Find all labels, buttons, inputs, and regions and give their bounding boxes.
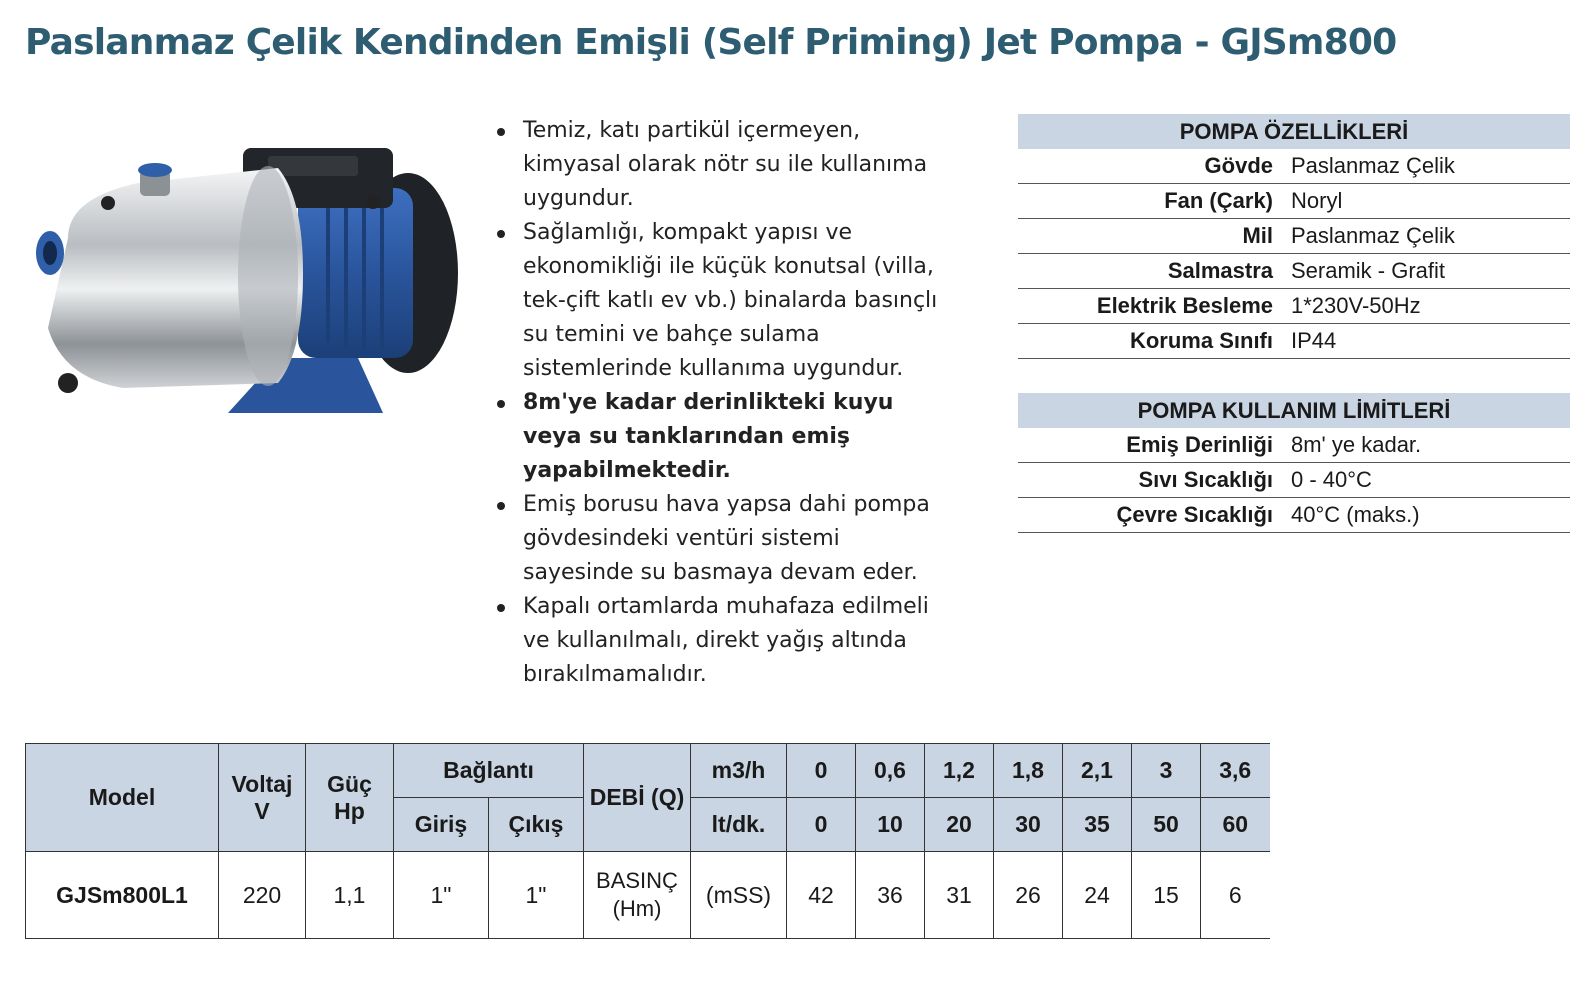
usage-limits-table [1018, 393, 1570, 533]
voltage-header: Voltaj V [219, 744, 306, 852]
spec-label: Koruma Sınıfı [1018, 324, 1289, 359]
limit-value: 40°C (maks.) [1289, 498, 1570, 533]
flow-ltdk-cell: 50 [1132, 798, 1201, 852]
spec-label: Mil [1018, 219, 1289, 254]
head-cell: 36 [856, 852, 925, 939]
spec-row [1018, 324, 1570, 359]
limit-row [1018, 498, 1570, 533]
feature-item: 8m'ye kadar derinlikteki kuyu veya su tanklarından emiş yapabilmektedir. [497, 386, 957, 488]
spec-label: Fan (Çark) [1018, 184, 1289, 219]
pressure-label-cell: BASINÇ (Hm) [584, 852, 691, 939]
flow-m3h-cell: 2,1 [1063, 744, 1132, 798]
flow-ltdk-cell: 20 [925, 798, 994, 852]
feature-item: Emiş borusu hava yapsa dahi pompa gövdesindeki ventüri sistemi sayesinde su basmaya devam eder. [497, 488, 957, 590]
connection-header: Bağlantı [394, 744, 584, 798]
limit-value: 8m' ye kadar. [1289, 428, 1570, 463]
model-header: Model [26, 744, 219, 852]
voltage-cell: 220 [219, 852, 306, 939]
flow-ltdk-cell: 30 [994, 798, 1063, 852]
spec-value: Paslanmaz Çelik [1289, 219, 1570, 254]
pressure-unit-cell: (mSS) [691, 852, 787, 939]
unit-m3h-header: m3/h [691, 744, 787, 798]
flow-m3h-cell: 0 [787, 744, 856, 798]
model-cell: GJSm800L1 [26, 852, 219, 939]
spec-row [1018, 289, 1570, 324]
flow-m3h-cell: 0,6 [856, 744, 925, 798]
head-cell: 31 [925, 852, 994, 939]
head-cell: 15 [1132, 852, 1201, 939]
spec-value: IP44 [1289, 324, 1570, 359]
spec-row [1018, 184, 1570, 219]
table-row [26, 852, 1270, 939]
spec-row [1018, 149, 1570, 184]
performance-table [25, 743, 1270, 939]
spec-row [1018, 254, 1570, 289]
pump-image [28, 128, 488, 468]
head-cell: 42 [787, 852, 856, 939]
spec-value: Noryl [1289, 184, 1570, 219]
spec-label: Elektrik Besleme [1018, 289, 1289, 324]
unit-ltdk-header: lt/dk. [691, 798, 787, 852]
limits-heading: POMPA KULLANIM LİMİTLERİ [1018, 393, 1570, 428]
limit-row [1018, 463, 1570, 498]
feature-item: Temiz, katı partikül içermeyen, kimyasal olarak nötr su ile kullanıma uygundur. [497, 114, 957, 216]
limit-label: Emiş Derinliği [1018, 428, 1289, 463]
page-title: Paslanmaz Çelik Kendinden Emişli (Self Priming) Jet Pompa - GJSm800 [25, 22, 1397, 63]
spec-value: Paslanmaz Çelik [1289, 149, 1570, 184]
flow-ltdk-cell: 10 [856, 798, 925, 852]
feature-item: Sağlamlığı, kompakt yapısı ve ekonomikliği ile küçük konutsal (villa, tek-çift katlı ev vb.) binalarda basınçlı su temini ve bahçe sulama sistemlerinde kullanıma uygundur. [497, 216, 957, 386]
head-cell: 26 [994, 852, 1063, 939]
flow-ltdk-cell: 60 [1201, 798, 1270, 852]
flow-ltdk-cell: 35 [1063, 798, 1132, 852]
head-cell: 6 [1201, 852, 1270, 939]
head-cell: 24 [1063, 852, 1132, 939]
spec-label: Salmastra [1018, 254, 1289, 289]
outlet-header: Çıkış [489, 798, 584, 852]
flow-m3h-cell: 1,8 [994, 744, 1063, 798]
pump-specs-table [1018, 114, 1570, 359]
flow-header: DEBİ (Q) [584, 744, 691, 852]
power-cell: 1,1 [306, 852, 394, 939]
feature-item: Kapalı ortamlarda muhafaza edilmeli ve kullanılmalı, direkt yağış altında bırakılmamalıdır. [497, 590, 957, 692]
limit-label: Sıvı Sıcaklığı [1018, 463, 1289, 498]
limit-label: Çevre Sıcaklığı [1018, 498, 1289, 533]
flow-ltdk-cell: 0 [787, 798, 856, 852]
spec-row [1018, 219, 1570, 254]
limit-row [1018, 428, 1570, 463]
flow-m3h-cell: 3 [1132, 744, 1201, 798]
flow-m3h-cell: 3,6 [1201, 744, 1270, 798]
power-header: Güç Hp [306, 744, 394, 852]
spec-label: Gövde [1018, 149, 1289, 184]
flow-m3h-cell: 1,2 [925, 744, 994, 798]
spec-value: 1*230V-50Hz [1289, 289, 1570, 324]
specs-heading: POMPA ÖZELLİKLERİ [1018, 114, 1570, 149]
limit-value: 0 - 40°C [1289, 463, 1570, 498]
inlet-header: Giriş [394, 798, 489, 852]
feature-list [497, 114, 957, 692]
spec-value: Seramik - Grafit [1289, 254, 1570, 289]
outlet-cell: 1" [489, 852, 584, 939]
inlet-cell: 1" [394, 852, 489, 939]
